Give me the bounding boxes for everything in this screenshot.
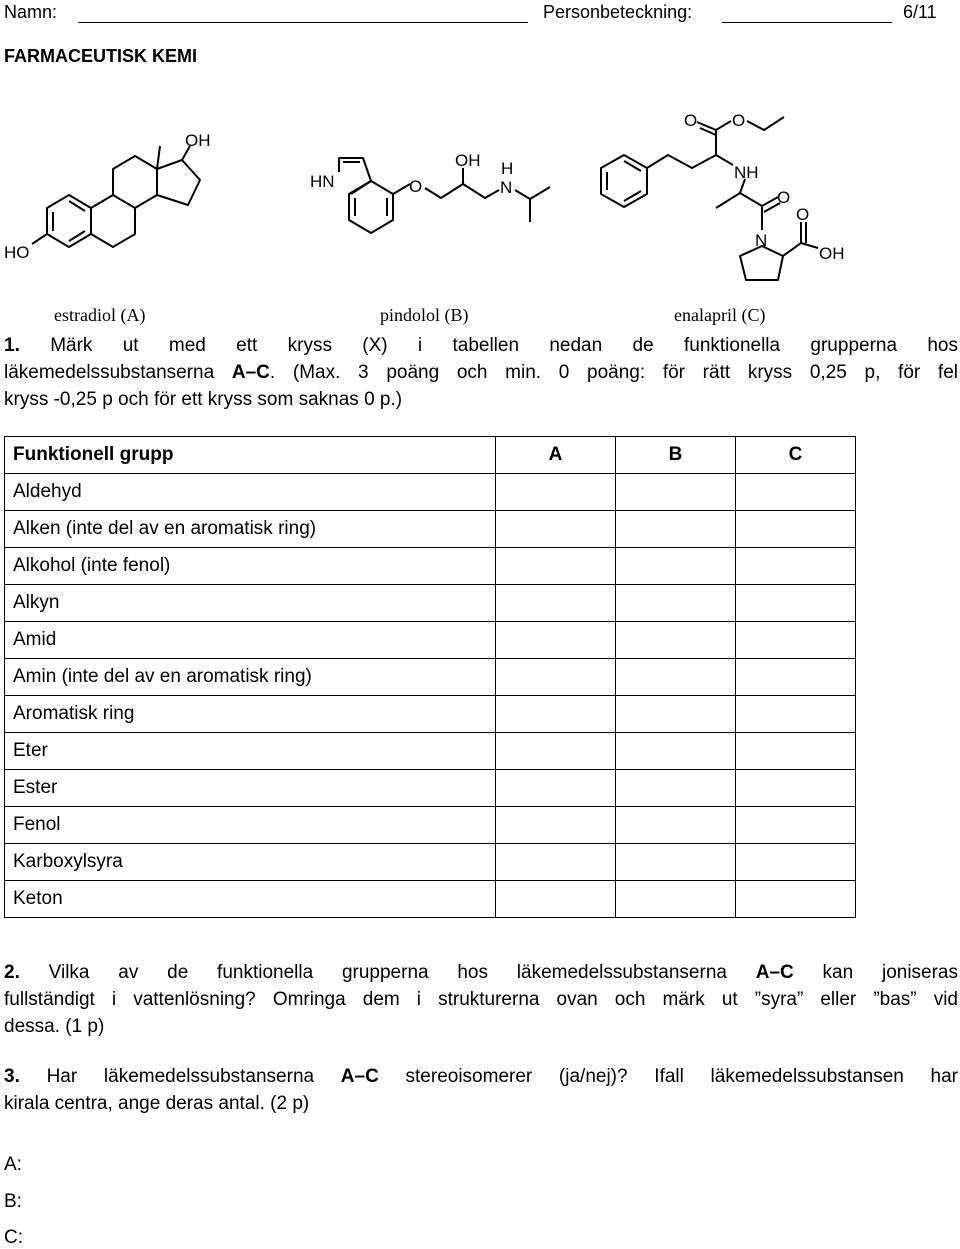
answer-cell-c[interactable] bbox=[736, 585, 856, 622]
functional-group-table bbox=[4, 436, 856, 918]
q2-number: 2. bbox=[4, 962, 20, 983]
answer-cell-b[interactable] bbox=[616, 622, 736, 659]
answer-cell-b[interactable] bbox=[616, 585, 736, 622]
answer-cell-b[interactable] bbox=[616, 548, 736, 585]
enalapril-o4-label: O bbox=[796, 205, 810, 224]
functional-group-name: Keton bbox=[5, 881, 496, 918]
answer-cell-a[interactable] bbox=[496, 548, 616, 585]
functional-group-name: Aromatisk ring bbox=[5, 696, 496, 733]
functional-group-name: Eter bbox=[5, 733, 496, 770]
id-label: Personbeteckning: bbox=[543, 2, 693, 22]
table-row bbox=[5, 881, 856, 918]
enalapril-n-label: N bbox=[755, 231, 768, 250]
q1-bold-range: A–C bbox=[231, 362, 270, 383]
answer-cell-a[interactable] bbox=[496, 511, 616, 548]
answer-cell-a[interactable] bbox=[496, 807, 616, 844]
q3-line2-text: kirala centra, ange deras antal. (2 p) bbox=[4, 1093, 310, 1114]
functional-group-name: Alken (inte del av en aromatisk ring) bbox=[5, 511, 496, 548]
answer-cell-c[interactable] bbox=[736, 807, 856, 844]
functional-group-name: Alkyn bbox=[5, 585, 496, 622]
answer-cell-b[interactable] bbox=[616, 807, 736, 844]
question-2 bbox=[4, 959, 958, 1040]
table-row bbox=[5, 659, 856, 696]
section-title: FARMACEUTISK KEMI bbox=[4, 46, 197, 66]
answer-cell-c[interactable] bbox=[736, 881, 856, 918]
q3-number: 3. bbox=[4, 1066, 20, 1087]
answer-cell-a[interactable] bbox=[496, 474, 616, 511]
pindolol-h-label: H bbox=[501, 159, 514, 178]
estradiol-structure bbox=[32, 146, 200, 247]
enalapril-oh-label: OH bbox=[819, 244, 845, 263]
enalapril-o3-label: O bbox=[777, 188, 791, 207]
answer-cell-c[interactable] bbox=[736, 622, 856, 659]
answer-cell-b[interactable] bbox=[616, 659, 736, 696]
answer-cell-b[interactable] bbox=[616, 474, 736, 511]
q1-line1-text: Märk ut med ett kryss (X) i tabellen nedan de funktionella grupperna hos bbox=[50, 335, 958, 356]
enalapril-nh-label: NH bbox=[734, 163, 759, 182]
table-row bbox=[5, 770, 856, 807]
answer-cell-c[interactable] bbox=[736, 548, 856, 585]
header-a: A bbox=[496, 437, 616, 474]
answer-cell-a[interactable] bbox=[496, 770, 616, 807]
estradiol-oh-label: OH bbox=[185, 131, 211, 150]
q2-line1b-text: kan joniseras bbox=[793, 962, 959, 983]
functional-group-name: Amin (inte del av en aromatisk ring) bbox=[5, 659, 496, 696]
q1-line2a-text: läkemedelssubstanserna bbox=[4, 362, 232, 383]
table-row bbox=[5, 622, 856, 659]
question-1 bbox=[4, 332, 958, 413]
pindolol-n-label: N bbox=[500, 178, 513, 197]
answer-cell-a[interactable] bbox=[496, 585, 616, 622]
answer-a-label: A: bbox=[4, 1154, 22, 1175]
answer-cell-c[interactable] bbox=[736, 733, 856, 770]
header-functional-group: Funktionell grupp bbox=[5, 437, 496, 474]
answer-cell-c[interactable] bbox=[736, 511, 856, 548]
pindolol-hn-label: HN bbox=[310, 172, 335, 191]
answer-cell-a[interactable] bbox=[496, 622, 616, 659]
answer-cell-a[interactable] bbox=[496, 881, 616, 918]
answer-cell-c[interactable] bbox=[736, 474, 856, 511]
answer-cell-b[interactable] bbox=[616, 696, 736, 733]
enalapril-o1-label: O bbox=[684, 111, 698, 130]
table-row bbox=[5, 733, 856, 770]
answer-cell-c[interactable] bbox=[736, 696, 856, 733]
table-row bbox=[5, 696, 856, 733]
answer-cell-c[interactable] bbox=[736, 659, 856, 696]
q2-bold-range: A–C bbox=[755, 962, 794, 983]
q3-line1a-text: Har läkemedelssubstanserna bbox=[46, 1066, 341, 1087]
q2-line3-text: dessa. (1 p) bbox=[4, 1016, 105, 1037]
functional-group-name: Alkohol (inte fenol) bbox=[5, 548, 496, 585]
page-header bbox=[0, 2, 960, 28]
header-c: C bbox=[736, 437, 856, 474]
answer-cell-c[interactable] bbox=[736, 844, 856, 881]
header-b: B bbox=[616, 437, 736, 474]
table-row bbox=[5, 807, 856, 844]
chemical-structures bbox=[0, 95, 960, 335]
answer-cell-b[interactable] bbox=[616, 844, 736, 881]
answer-cell-b[interactable] bbox=[616, 733, 736, 770]
caption-estradiol: estradiol (A) bbox=[54, 305, 146, 325]
answer-cell-b[interactable] bbox=[616, 511, 736, 548]
q2-line1a-text: Vilka av de funktionella grupperna hos läkemedelssubstanserna bbox=[48, 962, 756, 983]
caption-enalapril: enalapril (C) bbox=[674, 305, 766, 325]
answer-cell-a[interactable] bbox=[496, 733, 616, 770]
answer-cell-a[interactable] bbox=[496, 844, 616, 881]
functional-group-name: Aldehyd bbox=[5, 474, 496, 511]
q2-line2: fullständigt i vattenlösning? Omringa dem i strukturerna ovan och märk ut ”syra” eller ”bas” vid bbox=[4, 989, 958, 1010]
answer-cell-a[interactable] bbox=[496, 659, 616, 696]
name-label: Namn: bbox=[4, 2, 58, 22]
answer-cell-b[interactable] bbox=[616, 770, 736, 807]
q1-line2b-text: . (Max. 3 poäng och min. 0 poäng: för rätt kryss 0,25 p, för fel bbox=[269, 362, 958, 383]
q3-line1 bbox=[4, 1063, 958, 1090]
q1-line1 bbox=[4, 332, 958, 359]
table-row bbox=[5, 844, 856, 881]
q3-line1b-text: stereoisomerer (ja/nej)? Ifall läkemedelssubstansen har bbox=[378, 1066, 959, 1087]
answer-cell-a[interactable] bbox=[496, 696, 616, 733]
table-row bbox=[5, 511, 856, 548]
q1-number: 1. bbox=[4, 335, 20, 356]
functional-group-name: Karboxylsyra bbox=[5, 844, 496, 881]
answer-cell-b[interactable] bbox=[616, 881, 736, 918]
table-row bbox=[5, 474, 856, 511]
q2-line1 bbox=[4, 959, 958, 986]
pindolol-structure bbox=[339, 158, 550, 233]
caption-pindolol: pindolol (B) bbox=[380, 305, 469, 325]
name-line bbox=[78, 22, 528, 23]
q1-line3-text: kryss -0,25 p och för ett kryss som saknas 0 p.) bbox=[4, 389, 403, 410]
enalapril-o2-label: O bbox=[732, 111, 746, 130]
answer-cell-c[interactable] bbox=[736, 770, 856, 807]
table-header-row bbox=[5, 437, 856, 474]
q1-line2 bbox=[4, 359, 958, 386]
pindolol-oh-label: OH bbox=[455, 151, 481, 170]
functional-group-name: Fenol bbox=[5, 807, 496, 844]
table-row bbox=[5, 585, 856, 622]
id-line bbox=[722, 22, 892, 23]
table-row bbox=[5, 548, 856, 585]
functional-group-name: Amid bbox=[5, 622, 496, 659]
page-number: 6/11 bbox=[903, 2, 937, 22]
question-3 bbox=[4, 1063, 958, 1117]
pindolol-o-label: O bbox=[409, 177, 423, 196]
functional-group-name: Ester bbox=[5, 770, 496, 807]
estradiol-ho-label: HO bbox=[4, 243, 30, 262]
q3-bold-range: A–C bbox=[340, 1066, 379, 1087]
answer-b-label: B: bbox=[4, 1191, 22, 1212]
answer-c-label: C: bbox=[4, 1227, 23, 1248]
